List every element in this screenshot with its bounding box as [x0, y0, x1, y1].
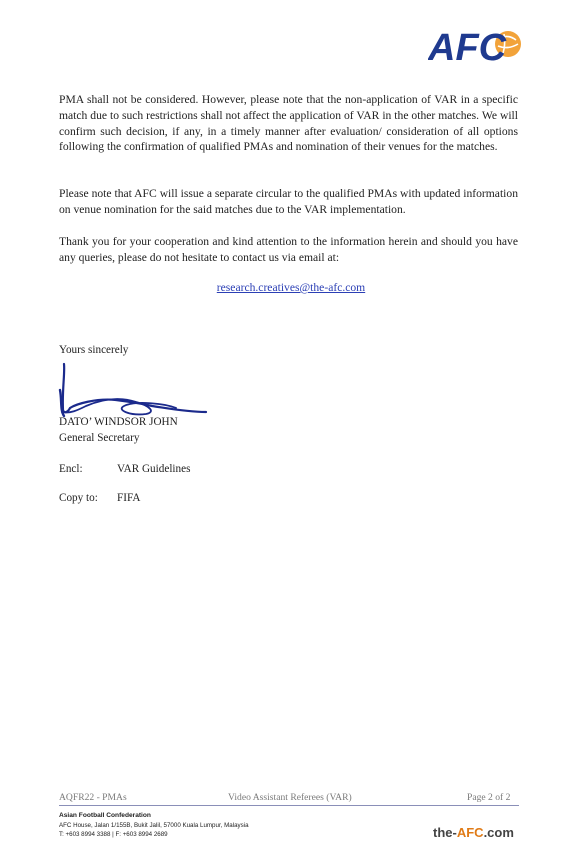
body-paragraph: Thank you for your cooperation and kind attention to the information herein and should you have any queries, please do not hesitate to contact us via email at:	[59, 235, 518, 264]
afc-logo-text: AFC	[428, 27, 507, 64]
footer-reference: AQFR22 - PMAs	[59, 792, 127, 803]
contact-email-link[interactable]: research.creatives@the-afc.com	[216, 281, 366, 294]
copy-line	[59, 492, 140, 504]
copy-value: FIFA	[117, 492, 141, 504]
footer-address: AFC House, Jalan 1/155B, Bukit Jalil, 57000 Kuala Lumpur, Malaysia	[59, 822, 249, 829]
closing-text: Yours sincerely	[59, 344, 129, 356]
signatory-title: General Secretary	[59, 432, 140, 444]
afc-logo	[428, 24, 522, 64]
enclosure-value: VAR Guidelines	[117, 463, 191, 475]
copy-label: Copy to:	[59, 492, 98, 504]
body-paragraph: Please note that AFC will issue a separate circular to the qualified PMAs with updated information on venue nomination for the said matches due to the VAR implementation.	[59, 187, 518, 216]
enclosure-line	[59, 463, 190, 475]
footer-divider	[59, 805, 519, 806]
signatory-name: DATO’ WINDSOR JOHN	[59, 416, 178, 428]
signature-image	[56, 360, 210, 422]
footer-contact: T: +603 8994 3388 | F: +603 8994 2689	[59, 831, 168, 838]
footer-page-number: Page 2 of 2	[467, 792, 511, 803]
footer-website: the-AFC.com	[433, 825, 514, 840]
enclosure-label: Encl:	[59, 463, 83, 475]
footer-org-name: Asian Football Confederation	[59, 812, 151, 819]
body-paragraph: PMA shall not be considered. However, please note that the non-application of VAR in a specific match due to such restrictions shall not affect the application of VAR in the other matches. We will confirm such decision, if any, in a timely manner after evaluation/ consideration of all options following the confirmation of qualified PMAs and nomination of their venues for the matches.	[59, 93, 518, 154]
footer-subject: Video Assistant Referees (VAR)	[228, 792, 352, 803]
